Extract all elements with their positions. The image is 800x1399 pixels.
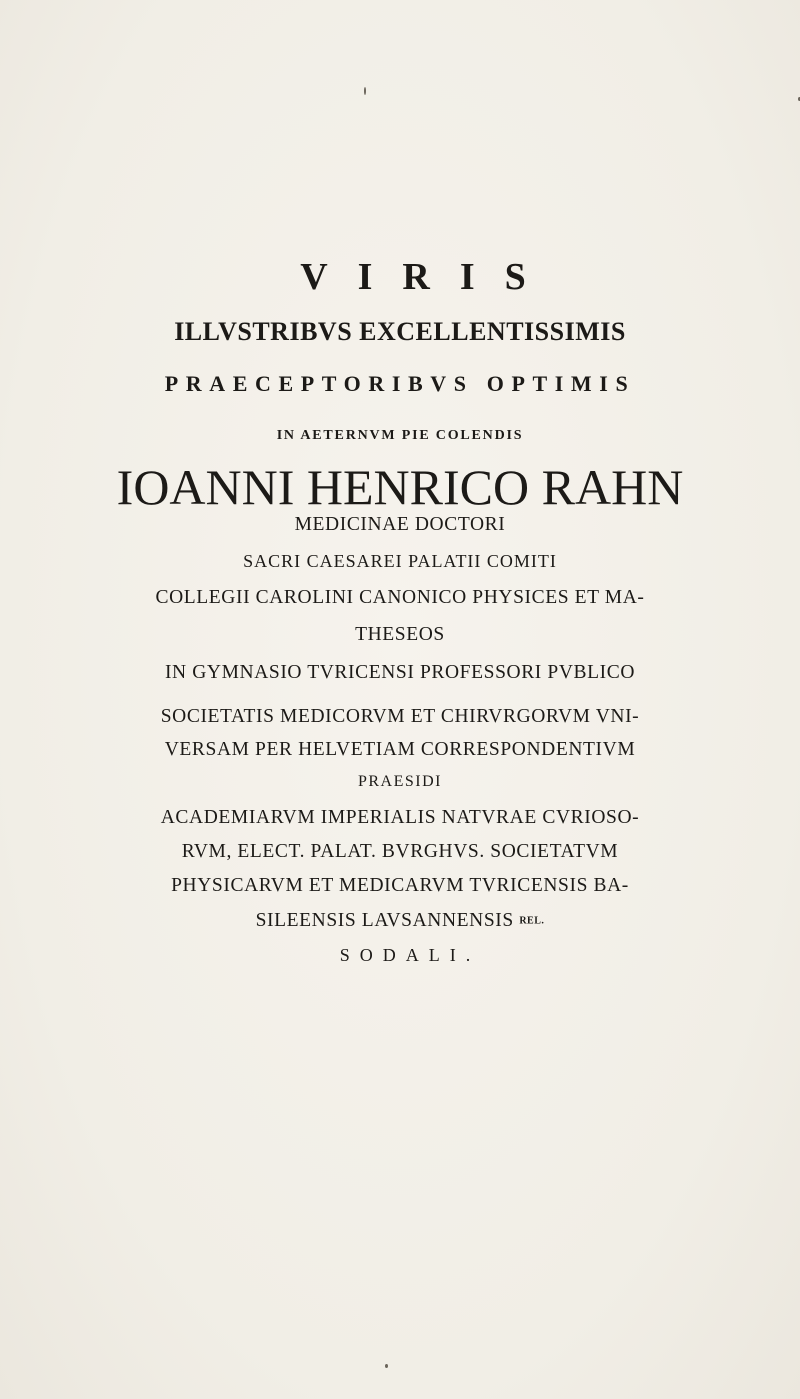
title-line-10: RVM, ELECT. PALAT. BVRGHVS. SOCIETATVM: [181, 841, 619, 862]
title-line-2: SACRI CAESAREI PALATII COMITI: [243, 551, 557, 571]
title-line-13: SODALI.: [339, 945, 481, 965]
heading-viris: VIRIS: [300, 256, 556, 298]
title-line-3: COLLEGII CAROLINI CANONICO PHYSICES ET MA-: [155, 587, 645, 608]
title-line-4: THESEOS: [355, 624, 445, 645]
title-line-12: [0, 911, 800, 931]
title-line-6: SOCIETATIS MEDICORVM ET CHIRVRGORVM VNI-: [160, 706, 640, 727]
abbrev-rel: REL.: [519, 915, 545, 927]
heading-illvstribvs: ILLVSTRIBVS EXCELLENTISSIMIS: [174, 317, 626, 346]
title-line-1: MEDICINAE DOCTORI: [294, 514, 506, 535]
title-line-12-text: SILEENSIS LAVSANNENSIS: [255, 910, 514, 931]
paper-speck: [364, 87, 366, 95]
title-line-5: IN GYMNASIO TVRICENSI PROFESSORI PVBLICO: [164, 662, 636, 683]
heading-aeternvm: IN AETERNVM PIE COLENDIS: [276, 428, 524, 443]
heading-praeceptoribvs: PRAECEPTORIBVS OPTIMIS: [164, 371, 636, 396]
dedicatee-name: IOANNI HENRICO RAHN: [116, 459, 684, 515]
title-line-11: PHYSICARVM ET MEDICARVM TVRICENSIS BA-: [171, 875, 629, 896]
title-line-9: ACADEMIARVM IMPERIALIS NATVRAE CVRIOSO-: [160, 807, 640, 828]
title-line-8: PRAESIDI: [357, 773, 442, 790]
paper-speck: [385, 1364, 388, 1368]
title-line-7: VERSAM PER HELVETIAM CORRESPONDENTIVM: [164, 739, 636, 760]
